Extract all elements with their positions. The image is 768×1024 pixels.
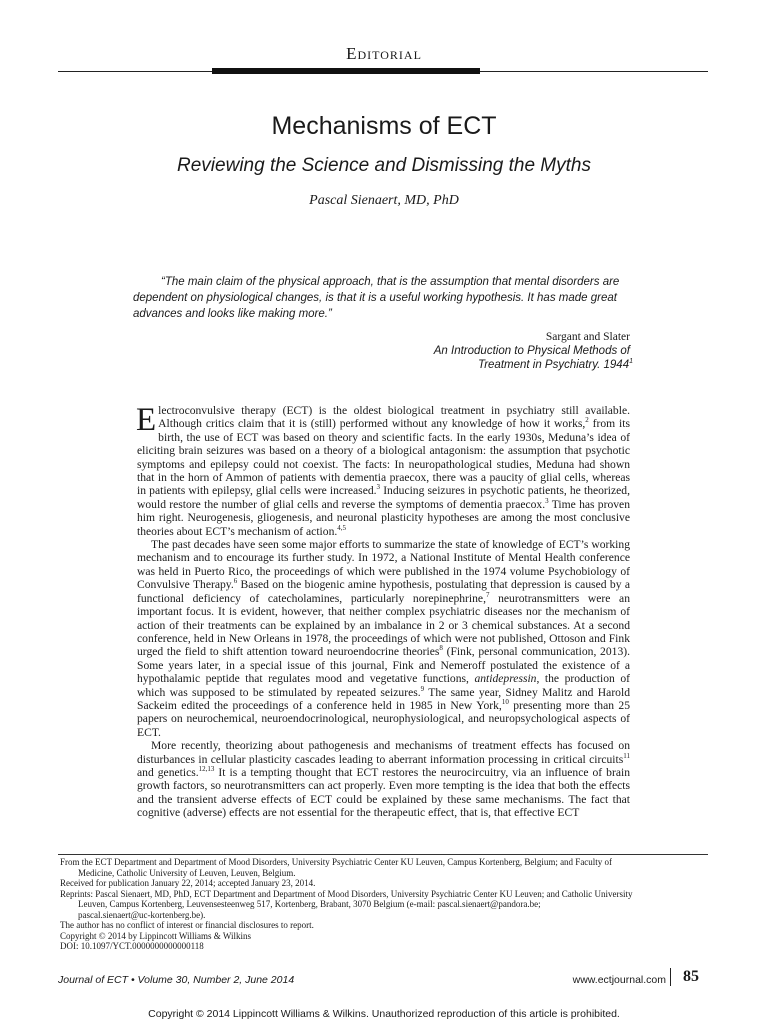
reference-link[interactable]: 11 bbox=[623, 751, 630, 760]
article-subtitle: Reviewing the Science and Dismissing the Myths bbox=[177, 155, 591, 176]
footnotes bbox=[60, 857, 706, 952]
body-text: and genetics. bbox=[137, 765, 199, 779]
page-number-separator bbox=[670, 968, 671, 986]
journal-info: Journal of ECT • Volume 30, Number 2, June 2014 bbox=[58, 974, 295, 986]
body-text: The same year, Sidney Malitz and Harold Sackeim edited the proceedings of a conference held in 1985 in New York, bbox=[137, 685, 630, 712]
body-text: More recently, theorizing about pathogenesis and mechanisms of treatment effects has focused on disturbances in cellular plasticity cascades leading to aberrant information processing in critical circuits bbox=[137, 739, 630, 766]
footnote-received: Received for publication January 22, 2014; accepted January 23, 2014. bbox=[60, 878, 316, 888]
reference-link[interactable]: 4,5 bbox=[337, 523, 347, 532]
footnote-disclosure: The author has no conflict of interest or financial disclosures to report. bbox=[60, 920, 314, 930]
reference-link[interactable]: 3 bbox=[376, 483, 381, 492]
footnote-copyright: Copyright © 2014 by Lippincott Williams & Wilkins bbox=[60, 930, 252, 941]
reference-link[interactable]: 10 bbox=[501, 698, 509, 707]
reference-link[interactable]: 8 bbox=[439, 644, 443, 653]
body-paragraph-3 bbox=[137, 739, 630, 819]
body-italic-term: antidepressin bbox=[474, 672, 537, 686]
body-text: The past decades have seen some major efforts to summarize the state of knowledge of ECT’s working mechanism and to encourage its further study. In 1972, a National Institute of Mental Health conference was held in Puerto Rico, the proceedings of which were published in the 1974 volume Psychobiology of Convulsive Therapy. bbox=[137, 538, 630, 592]
section-label: Editorial bbox=[346, 44, 422, 63]
footnote-doi[interactable]: DOI: 10.1097/YCT.0000000000000118 bbox=[60, 941, 204, 951]
epigraph-quote: “The main claim of the physical approach, that is the assumption that mental disorders are dependent on physiological changes, is that it is a useful working hypothesis. It has made great advances and looks like making more.” bbox=[133, 276, 620, 320]
reference-link[interactable]: 3 bbox=[545, 496, 549, 505]
body-text: It is a tempting thought that ECT restores the neurocircuitry, via an influence of brain growth factors, so neurotransmitters can act properly. Even more tempting is the idea that both the effects and the transient adverse effects of ECT could be explained by these same mechanisms. The fact that cognitive (adverse) effects are not essential for the therapeutic effect, that is, that effective ECT bbox=[137, 765, 630, 820]
footnote-reprints-email[interactable]: pascal.sienaert@uc-kortenberg.be). bbox=[78, 909, 206, 920]
article-title: Mechanisms of ECT bbox=[271, 112, 497, 140]
epigraph-attribution-book-line1: An Introduction to Physical Methods of bbox=[433, 345, 630, 357]
header-rule-accent bbox=[212, 68, 480, 74]
article-body bbox=[137, 404, 630, 820]
epigraph-reference: 1 bbox=[629, 358, 633, 366]
footnote-reprints-cont: Leuven, Campus Kortenberg, Leuvensesteenweg 517, Kortenberg, Brabant, 3070 Belgium (e-mail: pascal.sienaert@pandora.be; bbox=[78, 899, 541, 909]
footnote-reprints: Reprints: Pascal Sienaert, MD, PhD, ECT Department and Department of Mood Disorders, University Psychiatric Center KU Leuven; and Catholic University bbox=[60, 888, 633, 899]
journal-website-link[interactable]: www.ectjournal.com bbox=[572, 974, 666, 986]
body-text: presenting more than 25 papers on neurochemical, neuroendocrinological, neurophysiological, and neuropsychological aspects of ECT. bbox=[137, 698, 630, 739]
footnote-affiliation: From the ECT Department and Department of Mood Disorders, University Psychiatric Center KU Leuven, Campus Kortenberg, Belgium; and Faculty of bbox=[60, 857, 613, 867]
article-author: Pascal Sienaert, MD, PhD bbox=[309, 193, 459, 208]
body-text: , the production of which was supposed to be stimulated by repeated seizures. bbox=[137, 672, 630, 699]
reference-link[interactable]: 2 bbox=[585, 416, 589, 425]
body-text: Based on the biogenic amine hypothesis, postulating that depression is caused by a functional deficiency of catecholamines, particularly norepinephrine, bbox=[137, 578, 630, 605]
epigraph-attribution-book-line2 bbox=[478, 359, 633, 371]
reference-link[interactable]: 6 bbox=[233, 577, 238, 586]
reference-link[interactable]: 12,13 bbox=[198, 765, 215, 774]
copyright-notice: Copyright © 2014 Lippincott Williams & Wilkins. Unauthorized reproduction of this article is prohibited. bbox=[148, 1008, 620, 1020]
drop-cap: E bbox=[136, 402, 157, 438]
body-text: neurotransmitters were an important focus. It is evident, however, that neither complex psychiatric diseases nor the mechanism of action of their treatments can be explained by an imbalance in 2 or 3 chemical substances. At a second conference, held in New Orleans in 1978, the proceedings of which were not published, Ottoson and Fink urged the field to shift attention toward neuroendocrine theories bbox=[137, 591, 630, 659]
body-paragraph-2 bbox=[137, 538, 630, 739]
reference-link[interactable]: 9 bbox=[420, 684, 425, 693]
body-paragraph-1 bbox=[137, 404, 630, 538]
footnote-rule bbox=[58, 854, 708, 855]
page-number: 85 bbox=[683, 968, 699, 985]
reference-link[interactable]: 7 bbox=[485, 590, 490, 599]
body-text: Time has proven him right. Neurogenesis, gliogenesis, and neuronal plasticity hypotheses are among the most conclusive theories about ECT’s mechanism of action. bbox=[137, 497, 631, 538]
body-text: Inducing seizures in psychotic patients, he theorized, would restore the number of glial cells and reverse the symptoms of dementia praecox. bbox=[137, 484, 630, 511]
footnote-affiliation-cont: Medicine, Catholic University of Leuven, Leuven, Belgium. bbox=[78, 867, 296, 878]
epigraph-attribution-names: Sargant and Slater bbox=[545, 331, 630, 343]
body-text: lectroconvulsive therapy (ECT) is the oldest biological treatment in psychiatry still available. Although critics claim that it is (still) performed without any knowledge of how it works, bbox=[158, 404, 630, 431]
epigraph-book-line2-text: Treatment in Psychiatry. 1944 bbox=[478, 359, 630, 371]
body-text: from its birth, the use of ECT was based on theory and scientific facts. In the early 1930s, Meduna’s idea of eliciting brain seizures was based on a theory of a biological antagonism: the assumption that psychotic symptoms and epilepsy could not coexist. The facts: In neuropathological studies, Meduna had shown that in the horn of Ammon of patients with dementia praecox, there was a paucity of glial cells, whereas in patients with epilepsy, glial cells were increased. bbox=[137, 417, 630, 498]
body-text: (Fink, personal communication, 2013). Some years later, in a special issue of this journal, Fink and Nemeroff postulated the existence of a hypothalamic peptide that regulates mood and vegetative functions, bbox=[137, 645, 630, 686]
